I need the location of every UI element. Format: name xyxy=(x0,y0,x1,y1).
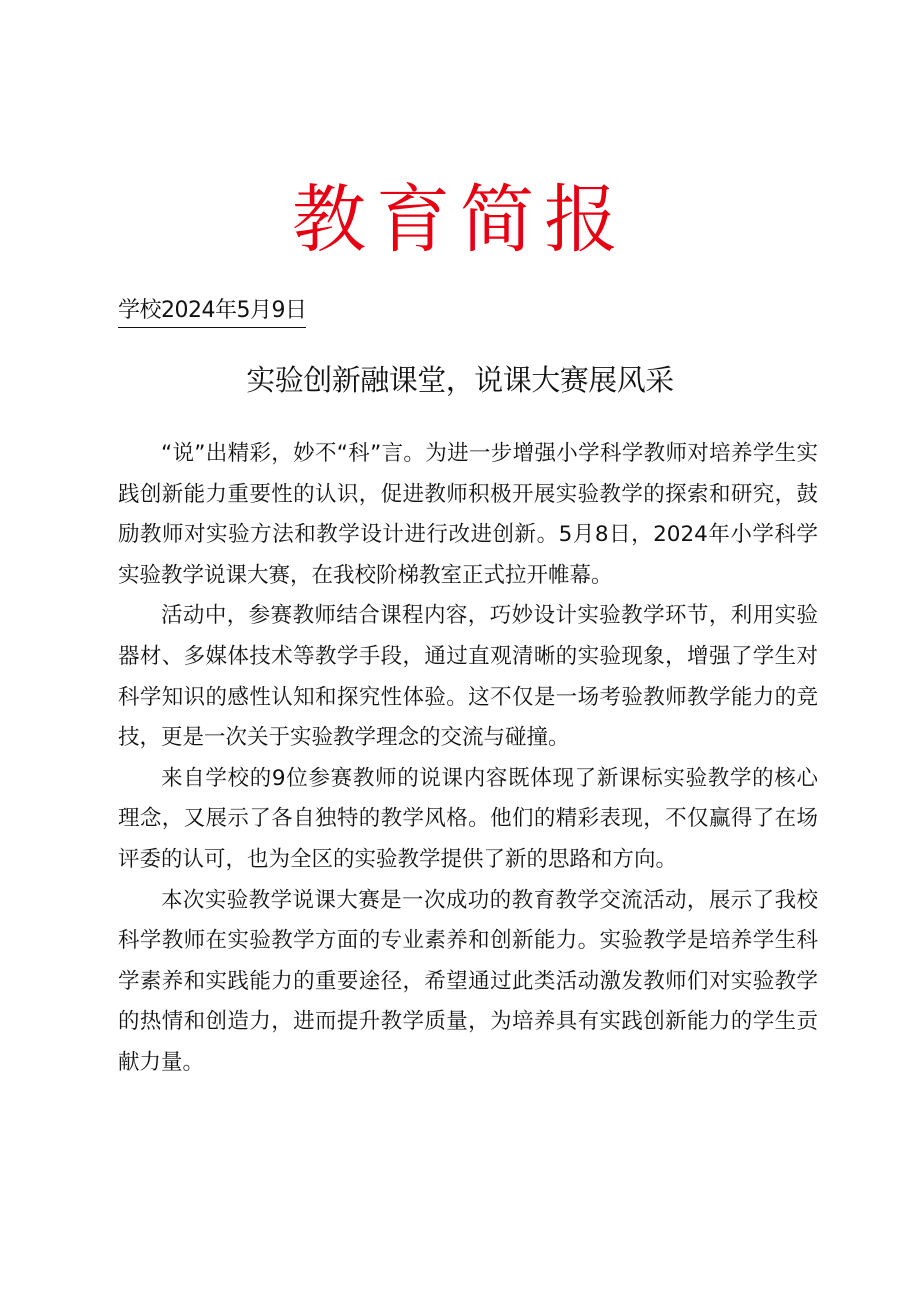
article-body xyxy=(118,434,818,1084)
article-paragraph-4: 本次实验教学说课大赛是一次成功的教育教学交流活动，展示了我校科学教师在实验教学方面的专业素养和创新能力。实验教学是培养学生科学素养和实践能力的重要途径，希望通过此类活动激发教师们对实验教学的热情和创造力，进而提升教学质量，为培养具有实践创新能力的学生贡献力量。 xyxy=(118,887,818,1075)
dateline: 学校2024年5月9日 xyxy=(118,296,306,328)
masthead-title: 教育简报 xyxy=(292,177,628,263)
article-headline: 实验创新融课堂，说课大赛展风采 xyxy=(246,363,674,397)
article-paragraph-2: 活动中，参赛教师结合课程内容，巧妙设计实验教学环节，利用实验器材、多媒体技术等教学手段，通过直观清晰的实验现象，增强了学生对科学知识的感性认知和探究性体验。这不仅是一场考验教师教学能力的竞技，更是一次关于实验教学理念的交流与碰撞。 xyxy=(118,603,818,751)
article-paragraph-1: “说”出精彩，妙不“科”言。为进一步增强小学科学教师对培养学生实践创新能力重要性的认识，促进教师积极开展实验教学的探索和研究，鼓励教师对实验方法和教学设计进行改进创新。5月8日，2024年小学科学实验教学说课大赛，在我校阶梯教室正式拉开帷幕。 xyxy=(118,441,818,588)
article-paragraph-3: 来自学校的9位参赛教师的说课内容既体现了新课标实验教学的核心理念，又展示了各自独特的教学风格。他们的精彩表现，不仅赢得了在场评委的认可，也为全区的实验教学提供了新的思路和方向。 xyxy=(118,765,818,872)
